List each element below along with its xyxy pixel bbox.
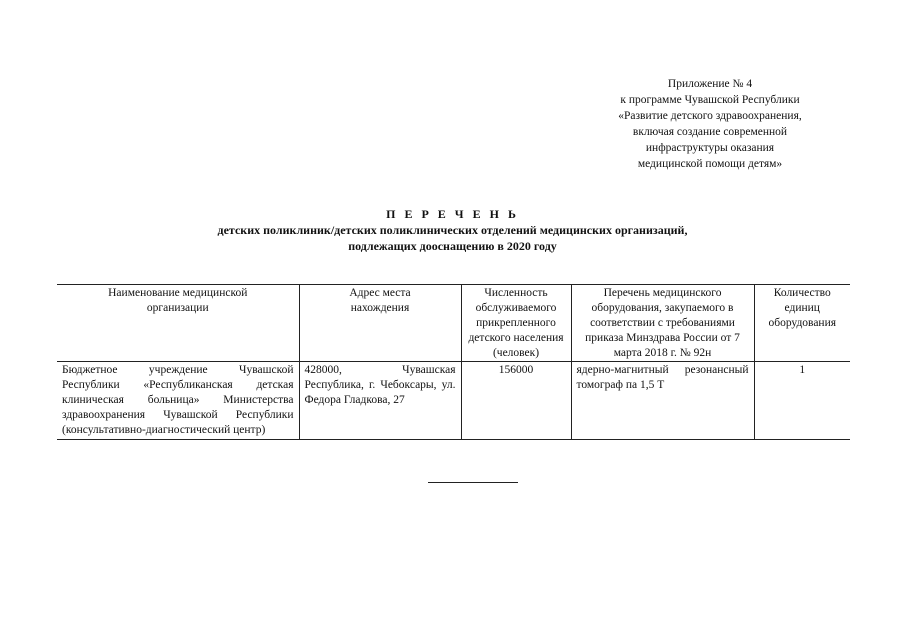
cell-population: 156000 [461, 362, 571, 440]
header-population: Численность обслуживаемого прикрепленного детского населения (человек) [461, 285, 571, 362]
header-equipment-list: Перечень медицинского оборудования, закупаемого в соответствии с требованиями приказа Минздрава России от 7 марта 2018 г. № 92н [571, 285, 754, 362]
title-heading: П Е Р Е Ч Е Н Ь [386, 207, 519, 221]
table-header-row [57, 285, 850, 362]
end-divider [428, 482, 518, 483]
cell-address: 428000, Чувашская Республика, г. Чебоксары, ул. Федора Гладкова, 27 [299, 362, 461, 440]
cell-count: 1 [754, 362, 850, 440]
cell-equipment: ядерно-магнитный резонансный томограф па 1,5 Т [571, 362, 754, 440]
appendix-block [590, 76, 830, 172]
header-equipment-count: Количество единиц оборудования [754, 285, 850, 362]
table-row [57, 362, 850, 440]
document-title [100, 206, 805, 254]
appendix-line: включая создание современной [632, 126, 788, 138]
appendix-line: Приложение № 4 [667, 78, 753, 90]
title-subheading: подлежащих дооснащению в 2020 году [348, 239, 557, 253]
title-subheading: детских поликлиник/детских поликлинических отделений медицинских организаций, [217, 223, 688, 237]
cell-organization-name: Бюджетное учреждение Чувашской Республики «Республиканская детская клиническая больница» Министерства здравоохранения Чувашской Республики (консультативно-диагностический центр) [62, 364, 294, 436]
organizations-table [57, 284, 850, 440]
appendix-line: «Развитие детского здравоохранения, [618, 110, 802, 122]
appendix-line: медицинской помощи детям» [637, 158, 783, 170]
appendix-line: к программе Чувашской Республики [620, 94, 800, 106]
header-address: Адрес места нахождения [299, 285, 461, 362]
header-organization-name: Наименование медицинской организации [108, 287, 248, 314]
appendix-line: инфраструктуры оказания [645, 142, 775, 154]
